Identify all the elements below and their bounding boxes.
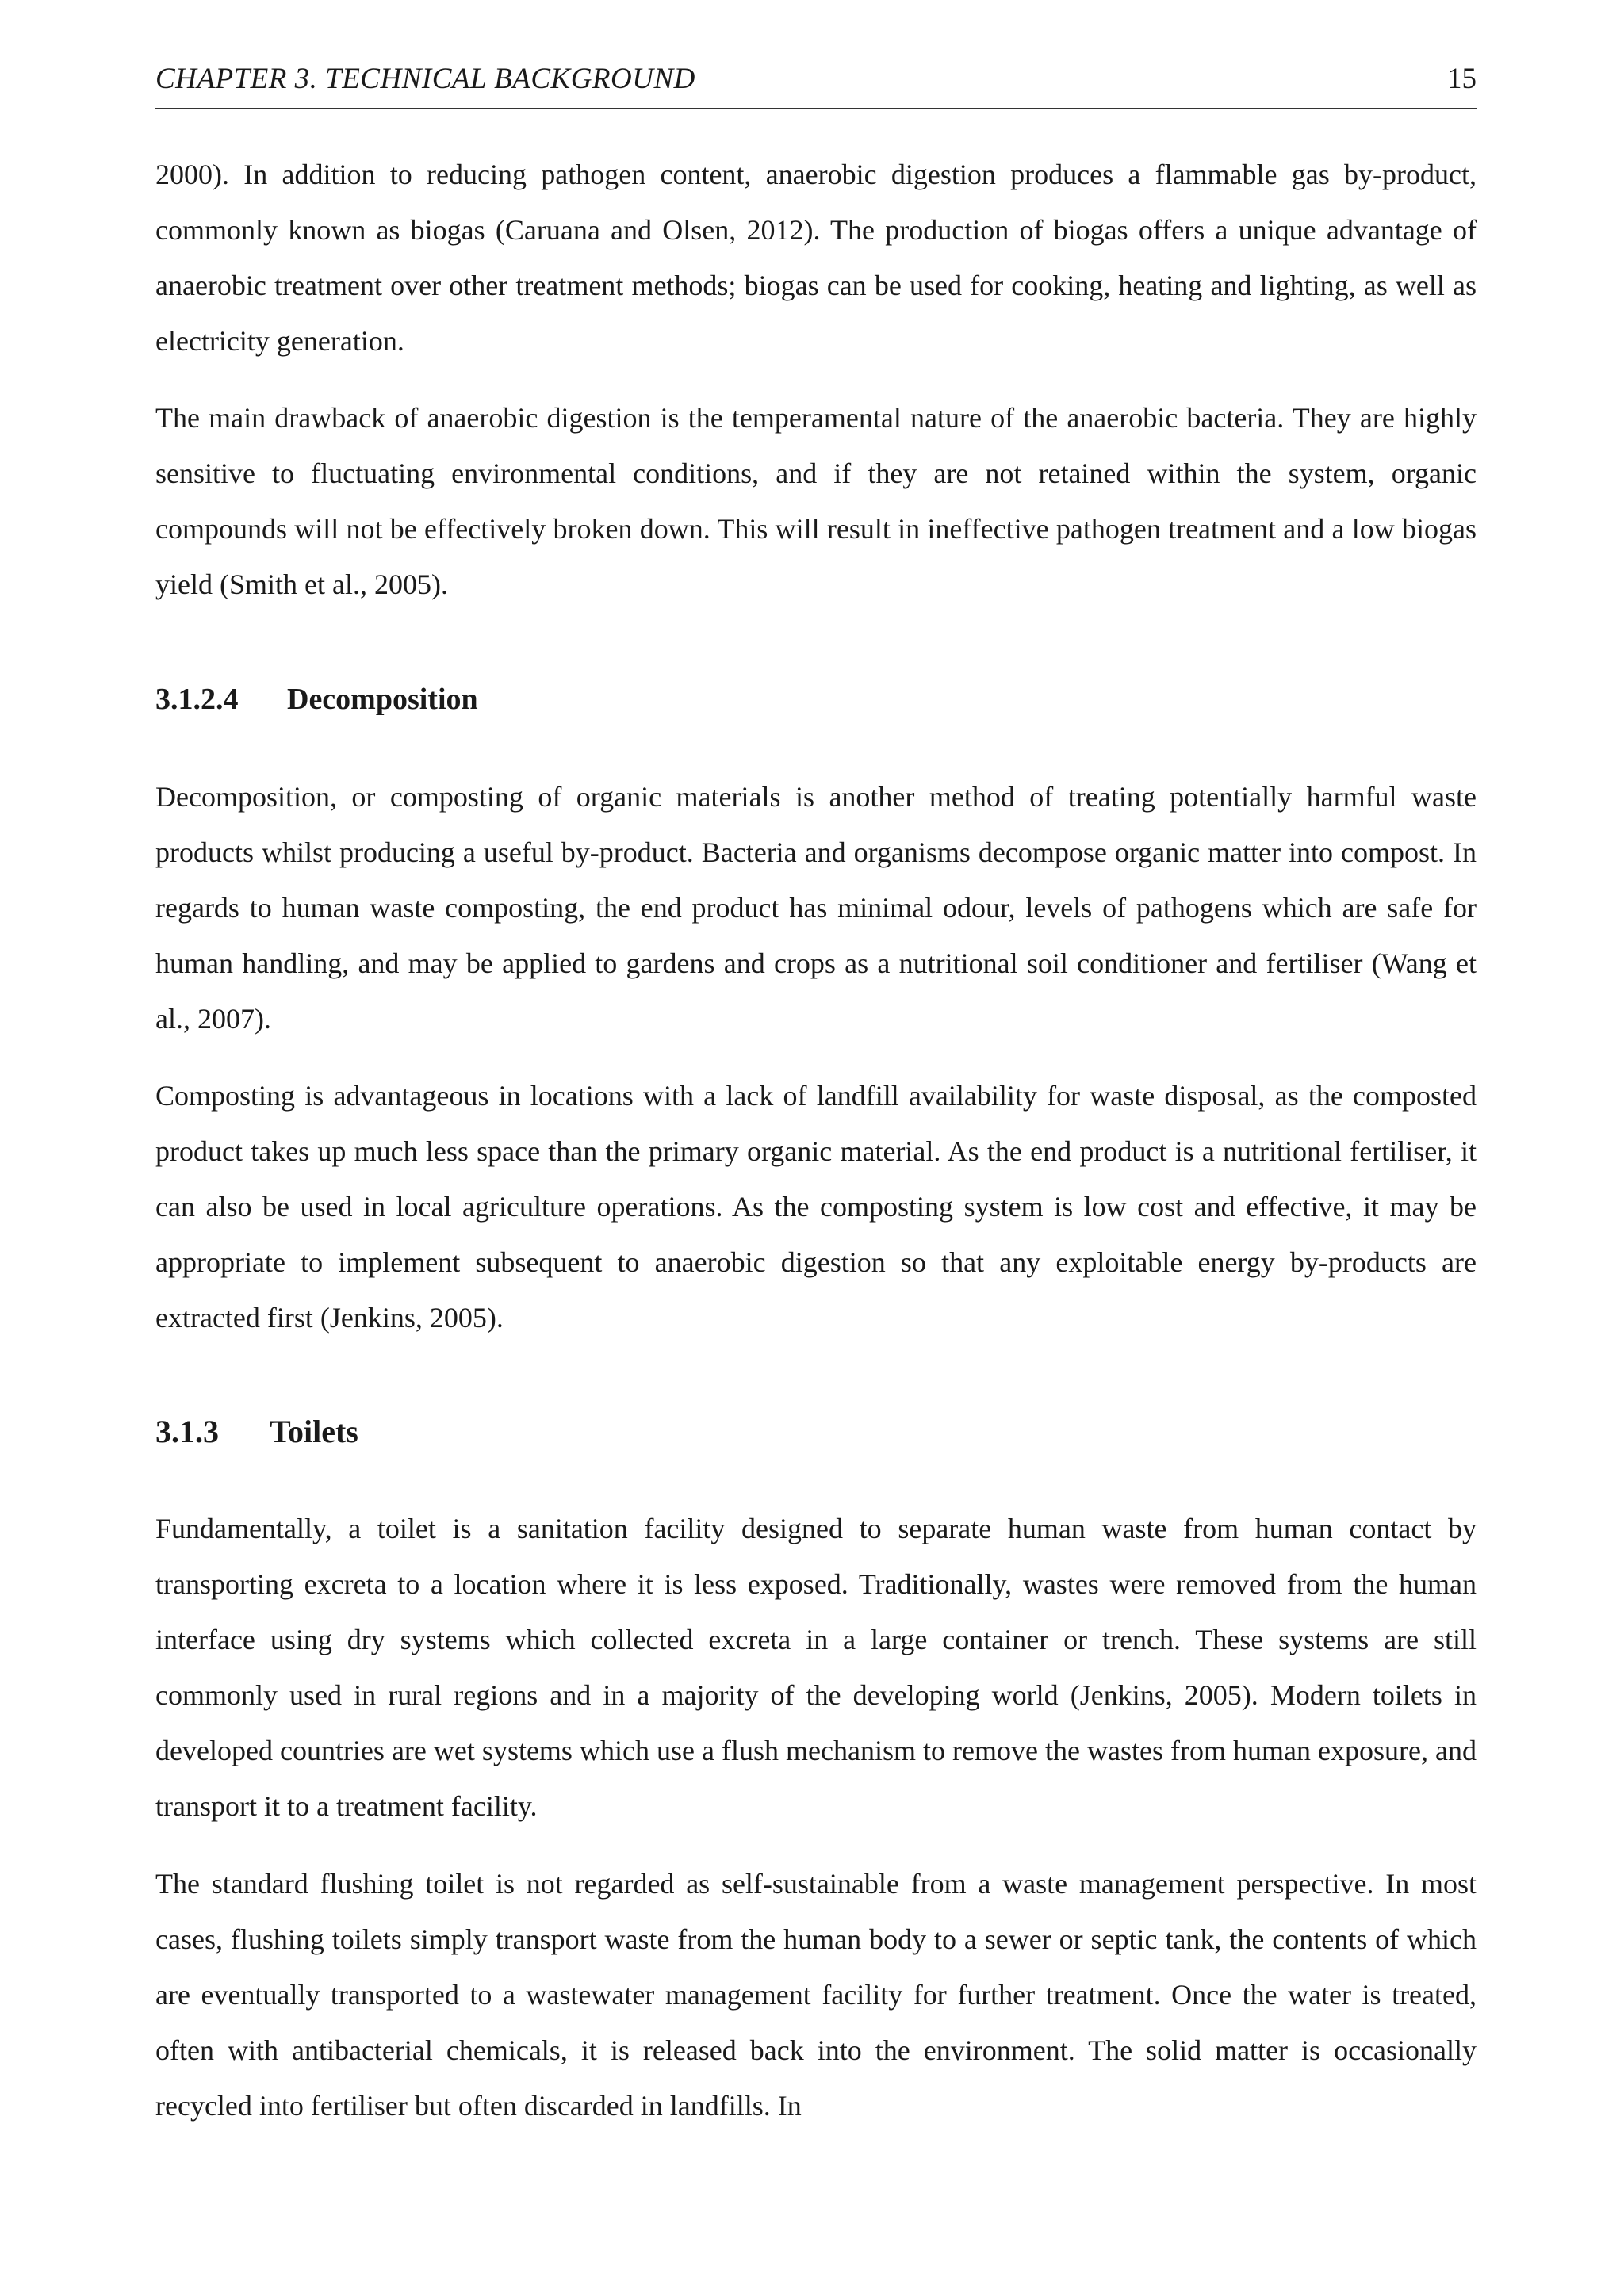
section-number: 3.1.3 [155, 1414, 219, 1449]
paragraph-composting: Composting is advantageous in locations with a lack of landfill availability for waste disposal, as the composted product takes up much less space than the primary organic material. As the end product is a nutritional fertiliser, it can also be used in local agriculture operations. As the composting system is low cost and effective, it may be appropriate to implement subsequent to anaerobic digestion so that any exploitable energy by-products are extracted first (Jenkins, 2005). [155, 1080, 1477, 1334]
chapter-title: CHAPTER 3. TECHNICAL BACKGROUND [155, 63, 695, 95]
section-heading-decomposition [155, 682, 478, 717]
paragraph-drawback: The main drawback of anaerobic digestion is the temperamental nature of the anaerobic bacteria. They are highly sensitive to fluctuating environmental conditions, and if they are not retained within the system, organic compounds will not be effectively broken down. This will result in ineffective pathogen treatment and a low biogas yield (Smith et al., 2005). [155, 402, 1477, 600]
paragraph-biogas: 2000). In addition to reducing pathogen content, anaerobic digestion produces a flammable gas by-product, commonly known as biogas (Caruana and Olsen, 2012). The production of biogas offers a unique advantage of anaerobic treatment over other treatment methods; biogas can be used for cooking, heating and lighting, as well as electricity generation. [155, 159, 1477, 357]
section-title: Toilets [270, 1414, 358, 1449]
section-heading-toilets [155, 1413, 358, 1450]
running-header [155, 62, 1477, 109]
paragraph-decomposition: Decomposition, or composting of organic materials is another method of treating potentially harmful waste products whilst producing a useful by-product. Bacteria and organisms decompose organic matter into compost. In regards to human waste composting, the end product has minimal odour, levels of pathogens which are safe for human handling, and may be applied to gardens and crops as a nutritional soil conditioner and fertiliser (Wang et al., 2007). [155, 781, 1477, 1035]
page-number: 15 [1447, 63, 1477, 95]
section-title: Decomposition [287, 683, 478, 716]
paragraph-flushing-toilet: The standard flushing toilet is not regarded as self-sustainable from a waste management perspective. In most cases, flushing toilets simply transport waste from the human body to a sewer or septic tank, the contents of which are eventually transported to a wastewater management facility for further treatment. Once the water is treated, often with antibacterial chemicals, it is released back into the environment. The solid matter is occasionally recycled into fertiliser but often discarded in landfills. In [155, 1868, 1477, 2122]
paragraph-toilets: Fundamentally, a toilet is a sanitation facility designed to separate human waste from human contact by transporting excreta to a location where it is less exposed. Traditionally, wastes were removed from the human interface using dry systems which collected excreta in a large container or trench. These systems are still commonly used in rural regions and in a majority of the developing world (Jenkins, 2005). Modern toilets in developed countries are wet systems which use a flush mechanism to remove the wastes from human exposure, and transport it to a treatment facility. [155, 1513, 1477, 1822]
section-number: 3.1.2.4 [155, 683, 239, 716]
